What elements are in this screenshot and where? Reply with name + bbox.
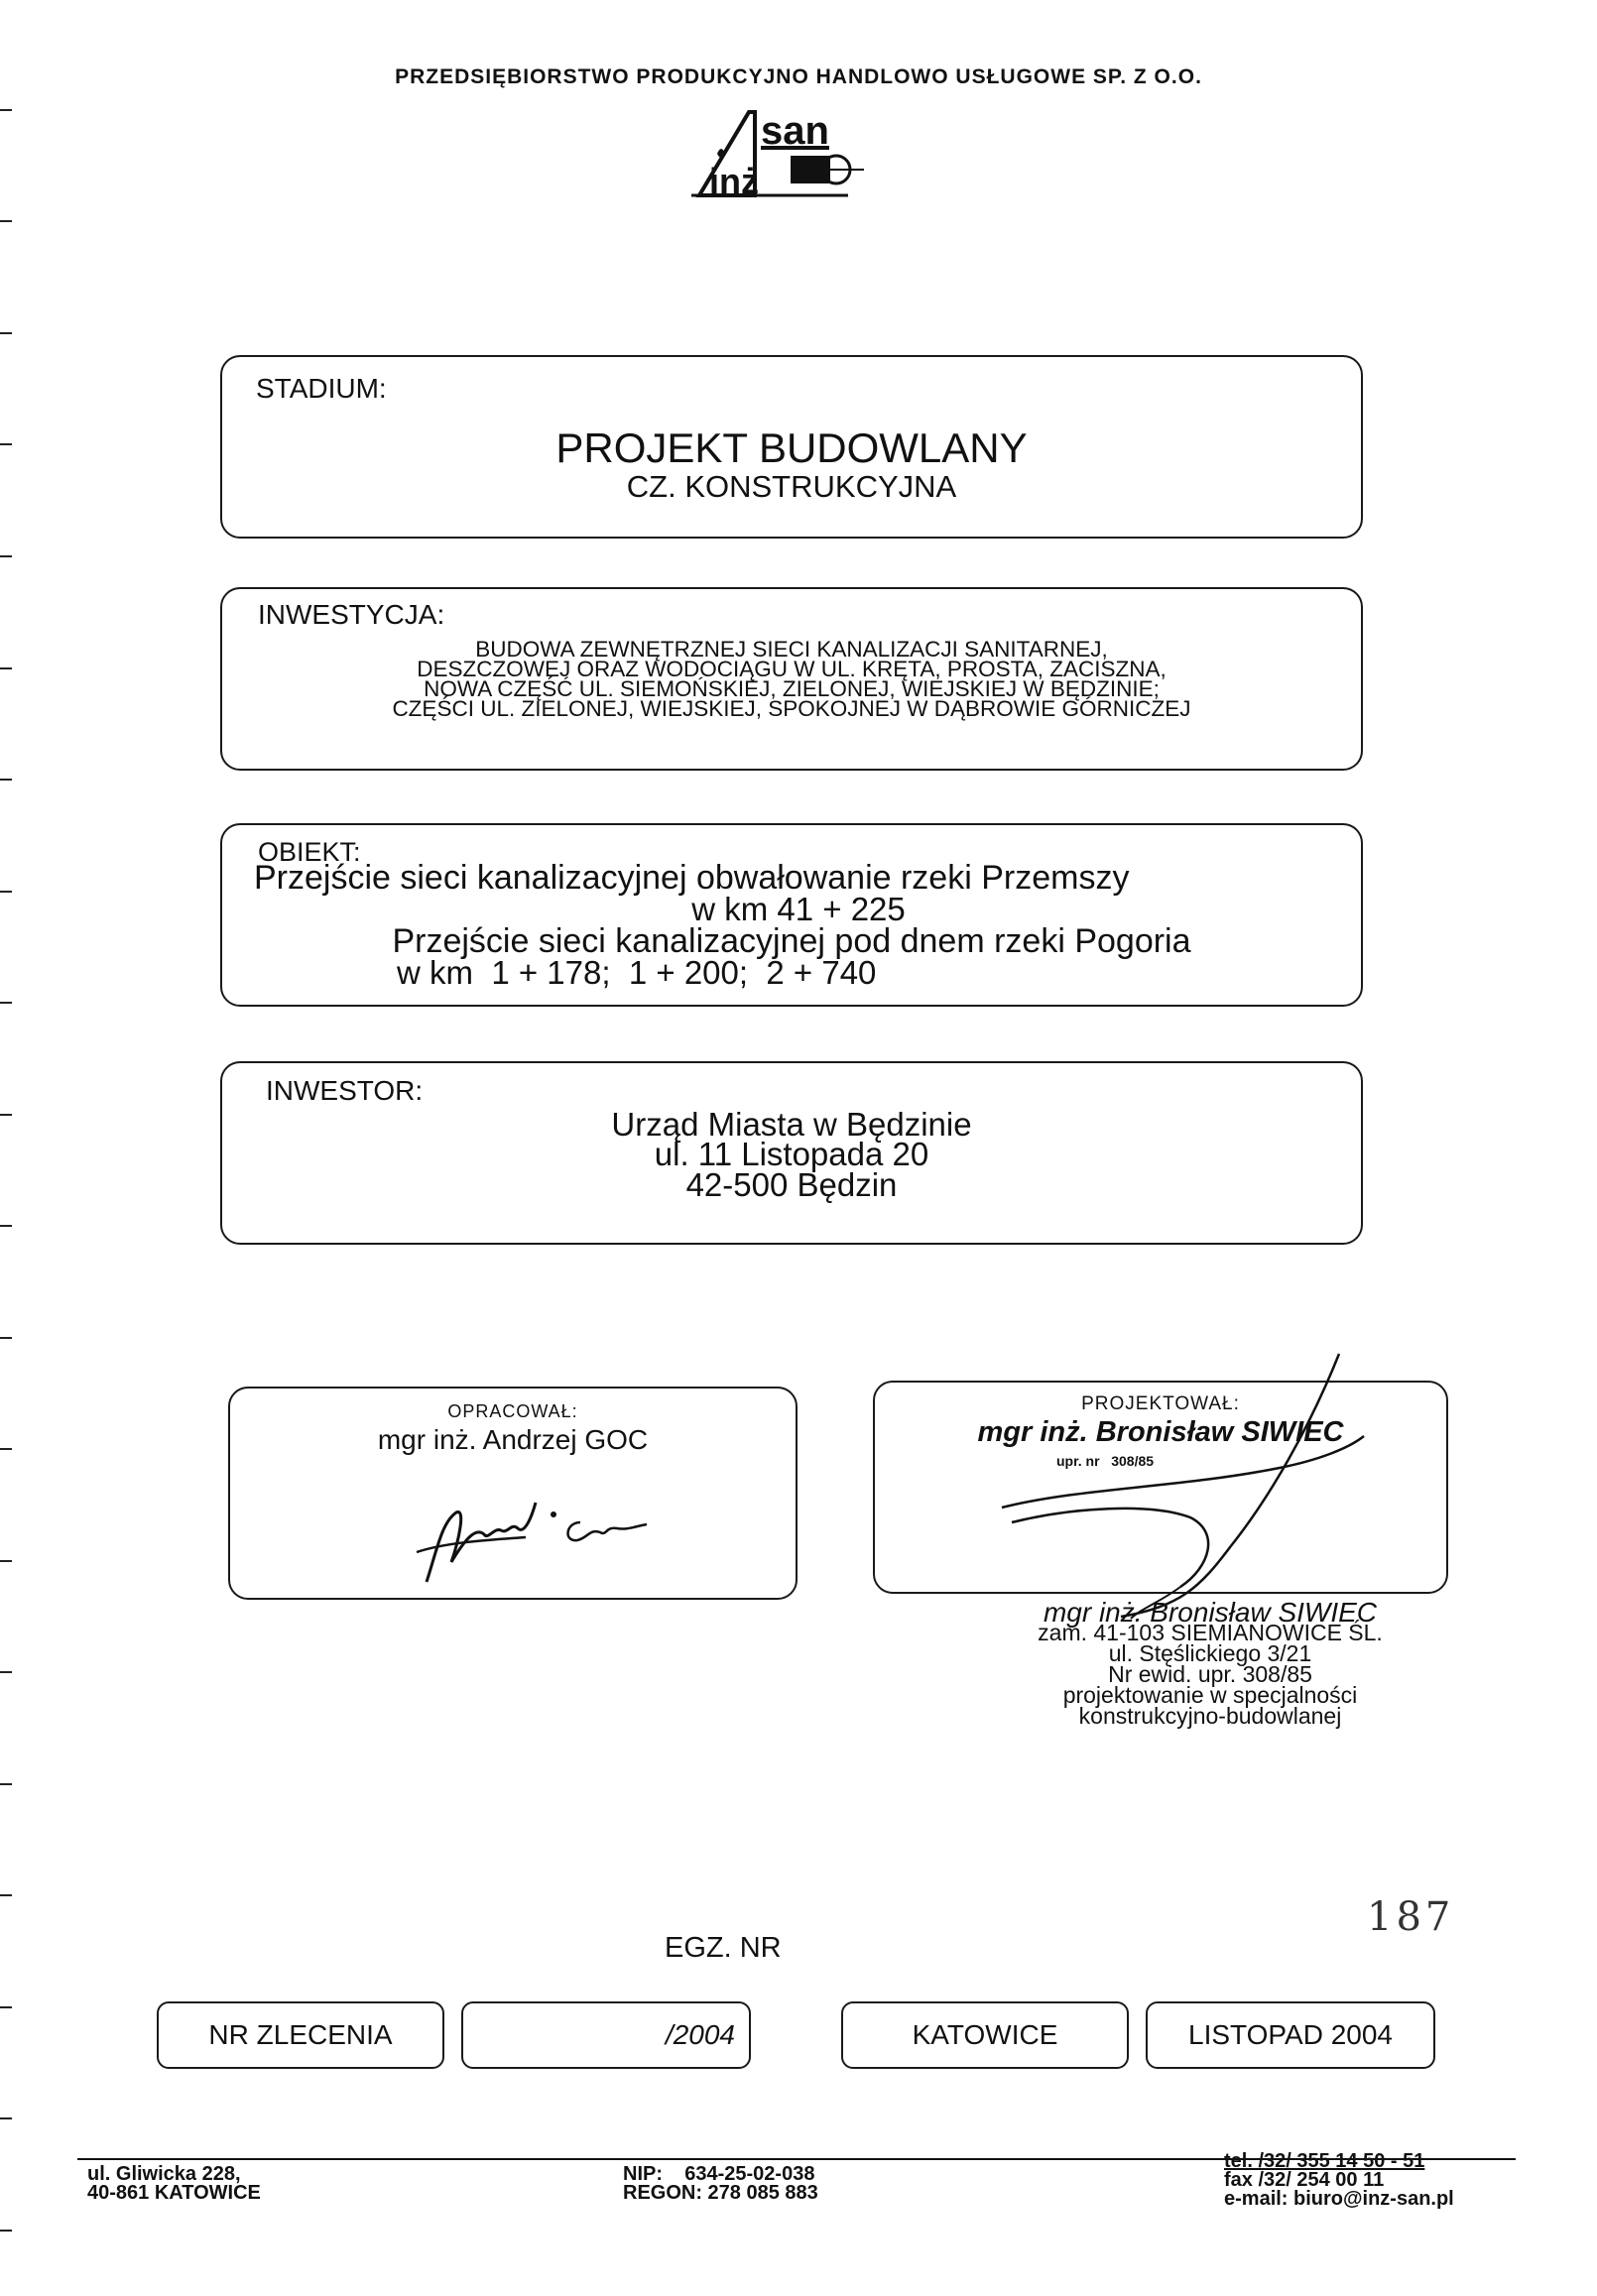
stadium-label: STADIUM:	[256, 373, 387, 404]
obiekt-label: OBIEKT:	[258, 837, 361, 867]
margin-tick	[0, 1671, 12, 1673]
footer-email: e-mail: biuro@inz-san.pl	[1224, 2188, 1454, 2210]
margin-tick	[0, 555, 12, 557]
projektowal-label: PROJEKTOWAŁ:	[1081, 1393, 1240, 1414]
obiekt-line: Przejście sieci kanalizacyjnej obwałowanie rzeki Przemszy	[254, 859, 1130, 897]
stamp-line: zam. 41-103 SIEMIANOWICE ŚL.	[1038, 1620, 1383, 1645]
inwestycja-line: DESZCZOWEJ ORAZ WODOCIĄGU W UL. KRĘTA, PROSTA, ZACISZNA,	[417, 657, 1167, 681]
inwestor-street: ul. 11 Listopada 20	[654, 1136, 929, 1172]
stamp-line: ul. Stęślickiego 3/21	[1108, 1640, 1312, 1666]
inwestycja-line: CZĘŚCI UL. ZIELONEJ, WIEJSKIEJ, SPOKOJNEJ W DĄBROWIE GÓRNICZEJ	[392, 696, 1191, 721]
logo-text-bottom: inż	[709, 161, 759, 201]
inwestycja-description	[220, 637, 1363, 721]
footer-city: 40-861 KATOWICE	[87, 2182, 261, 2204]
footer-contact	[1224, 2152, 1454, 2209]
signature-siwiec	[982, 1349, 1399, 1636]
margin-tick	[0, 2230, 12, 2232]
margin-tick	[0, 1337, 12, 1339]
margin-tick	[0, 1114, 12, 1116]
copy-number: 187	[1367, 1894, 1455, 1940]
copy-number-label: EGZ. NR	[665, 1932, 782, 1964]
margin-tick	[0, 1894, 12, 1896]
inwestycja-label: INWESTYCJA:	[258, 599, 445, 630]
projektowal-name: mgr inż. Bronisław SIWIEC	[977, 1416, 1344, 1448]
order-number-text: NR ZLECENIA	[208, 2019, 393, 2050]
projektowal-license: upr. nr 308/85	[1056, 1453, 1155, 1469]
stamp-line: projektowanie w specjalności	[1062, 1682, 1358, 1708]
footer-tel: tel. /32/ 355 14 50 - 51	[1224, 2150, 1425, 2172]
date-box	[1146, 2001, 1435, 2069]
stamp-name: mgr inż. Bronisław SIWIEC	[1043, 1597, 1378, 1628]
margin-tick	[0, 332, 12, 334]
footer-registration	[623, 2165, 818, 2203]
footer-address	[87, 2165, 261, 2203]
inwestor-name: Urząd Miasta w Będzinie	[611, 1106, 972, 1143]
margin-tick	[0, 109, 12, 111]
company-logo	[689, 104, 878, 203]
inwestycja-line: BUDOWA ZEWNĘTRZNEJ SIECI KANALIZACJI SANITARNEJ,	[475, 637, 1108, 662]
margin-tick	[0, 1002, 12, 1004]
margin-tick	[0, 2117, 12, 2119]
opracowal-label: OPRACOWAŁ:	[447, 1401, 578, 1421]
order-year-text: /2004	[665, 2019, 735, 2050]
date-text: LISTOPAD 2004	[1188, 2019, 1393, 2050]
footer-fax: fax /32/ 254 00 11	[1224, 2169, 1385, 2191]
footer-regon: REGON: 278 085 883	[623, 2182, 818, 2204]
margin-tick	[0, 1225, 12, 1227]
inwestor-city: 42-500 Będzin	[685, 1166, 898, 1203]
obiekt-line: Przejście sieci kanalizacyjnej pod dnem rzeki Pogoria	[392, 922, 1191, 960]
place-box	[841, 2001, 1129, 2069]
engineer-stamp	[1002, 1597, 1418, 1729]
footer-nip: NIP: 634-25-02-038	[623, 2163, 815, 2185]
signature-goc	[397, 1483, 665, 1592]
obiekt-line: w km 41 + 225	[691, 891, 906, 927]
stamp-line: Nr ewid. upr. 308/85	[1108, 1661, 1312, 1687]
project-title: PROJEKT BUDOWLANY	[555, 424, 1028, 471]
margin-tick	[0, 1560, 12, 1562]
inwestor-label: INWESTOR:	[266, 1075, 424, 1106]
project-subtitle: CZ. KONSTRUKCYJNA	[626, 469, 957, 504]
order-number-year	[461, 2001, 751, 2069]
opracowal-name: mgr inż. Andrzej GOC	[377, 1424, 649, 1455]
inwestycja-line: NOWA CZĘŚĆ UL. SIEMOŃSKIEJ, ZIELONEJ, WIEJSKIEJ W BĘDZINIE;	[424, 676, 1160, 701]
order-number-label	[157, 2001, 444, 2069]
footer-street: ul. Gliwicka 228,	[87, 2163, 241, 2185]
margin-tick	[0, 667, 12, 669]
place-text: KATOWICE	[912, 2019, 1058, 2050]
stamp-line: konstrukcyjno-budowlanej	[1078, 1703, 1342, 1729]
margin-tick	[0, 220, 12, 222]
margin-tick	[0, 2006, 12, 2008]
company-name: PRZEDSIĘBIORSTWO PRODUKCYJNO HANDLOWO USŁUGOWE SP. Z O.O.	[395, 65, 1202, 88]
obiekt-line: w km 1 + 178; 1 + 200; 2 + 740	[397, 954, 877, 991]
margin-tick	[0, 1783, 12, 1785]
margin-tick	[0, 1448, 12, 1450]
logo-text-top: san	[761, 109, 829, 153]
margin-tick	[0, 443, 12, 445]
margin-tick	[0, 779, 12, 781]
